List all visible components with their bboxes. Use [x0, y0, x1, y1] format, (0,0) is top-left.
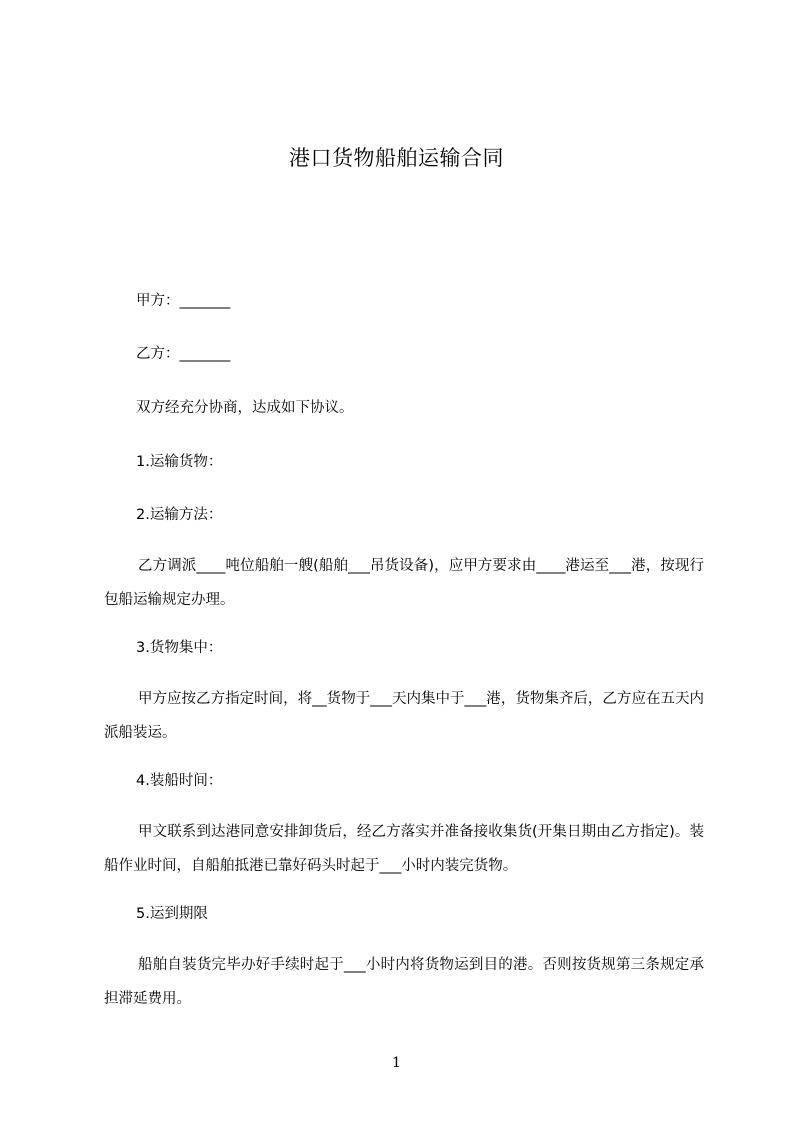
document-title: 港口货物船舶运输合同: [289, 146, 504, 170]
section-3-heading: 3.货物集中：: [136, 640, 223, 656]
party-a-line: 甲方：_______: [136, 293, 231, 309]
section-2-body: 乙方调派____吨位船舶一艘(船舶___吊货设备)，应甲方要求由____港运至___港，按现行包船运输规定办理。: [104, 558, 704, 608]
section-5-body: 船舶自装货完毕办好手续时起于___小时内将货物运到目的港。否则按货规第三条规定承担滞延费用。: [104, 957, 704, 1007]
section-4-body: 甲文联系到达港同意安排卸货后，经乙方落实并准备接收集货(开集日期由乙方指定)。装船作业时间，自船舶抵港已靠好码头时起于___小时内装完货物。: [104, 824, 704, 874]
section-4-heading: 4.装船时间：: [136, 773, 223, 789]
page-number: 1: [392, 1055, 401, 1071]
party-b-line: 乙方：_______: [136, 346, 231, 362]
section-2-heading: 2.运输方法：: [136, 507, 223, 523]
intro-text: 双方经充分协商，达成如下协议。: [136, 400, 354, 416]
section-5-heading: 5.运到期限: [136, 906, 208, 922]
section-3-body: 甲方应按乙方指定时间，将__货物于___天内集中于___港，货物集齐后，乙方应在五天内派船装运。: [104, 691, 704, 741]
section-1-heading: 1.运输货物：: [136, 454, 223, 470]
